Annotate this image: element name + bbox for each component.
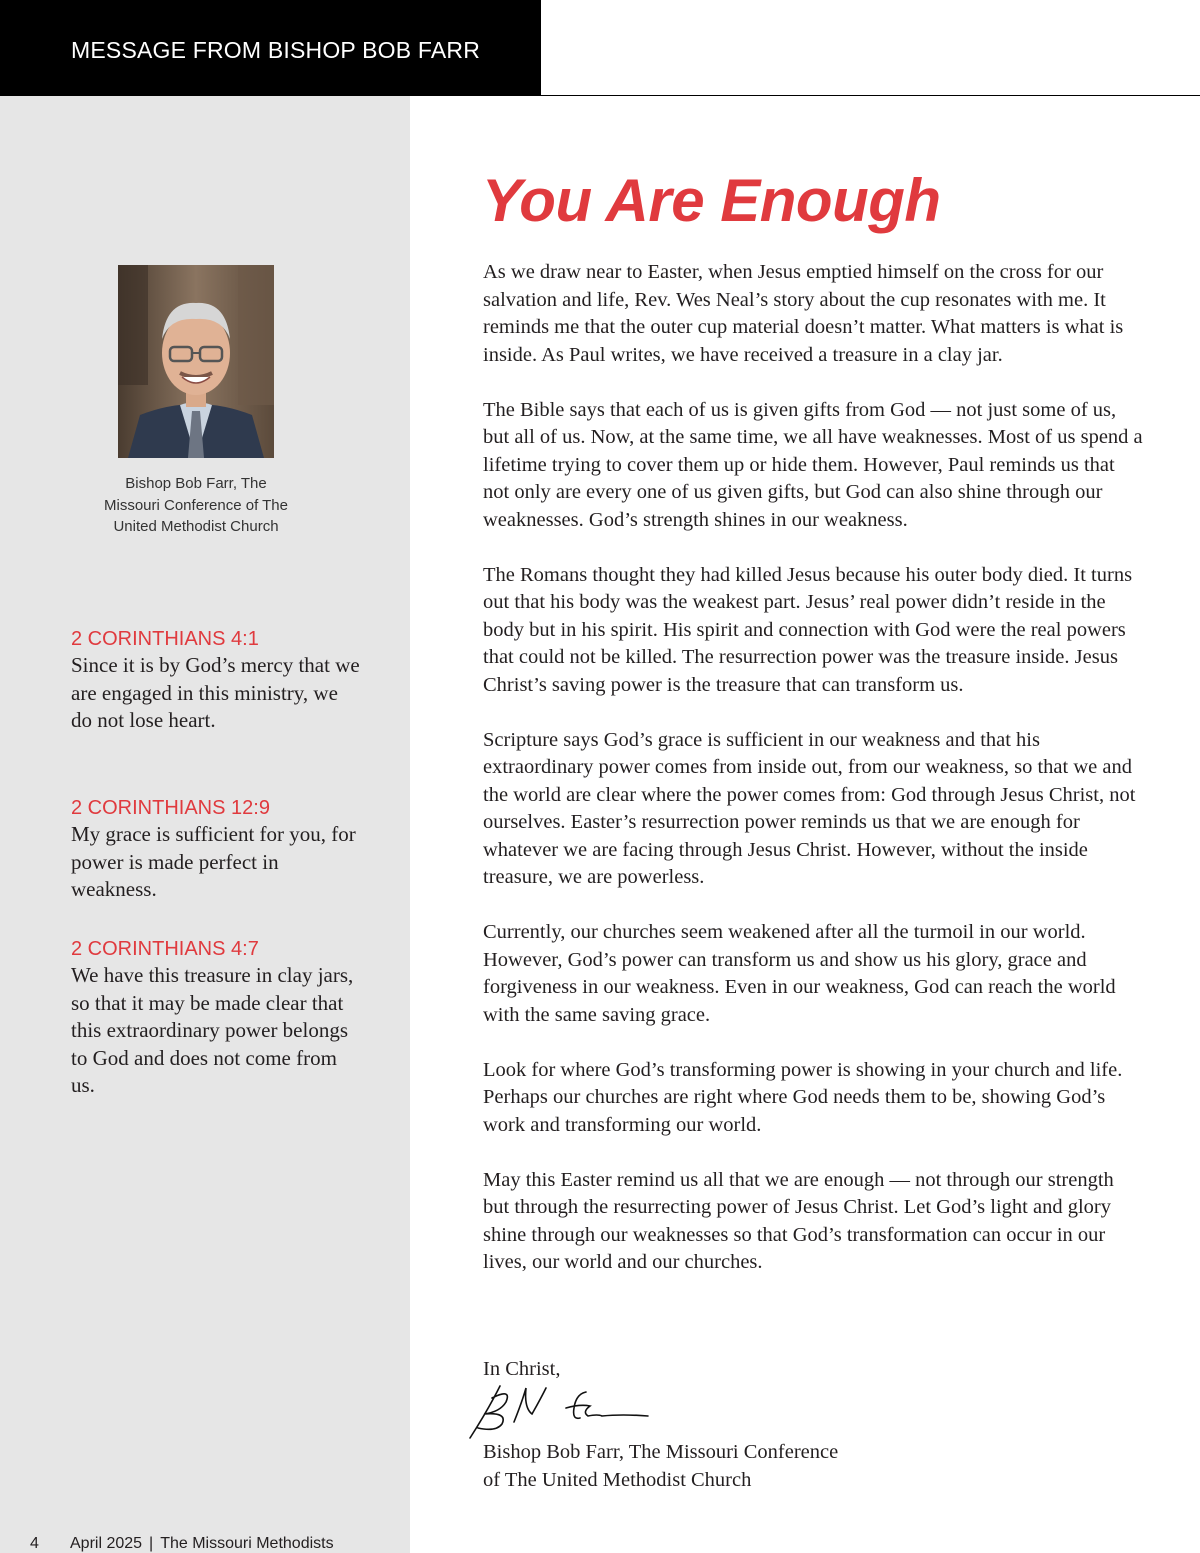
page-number: 4 bbox=[30, 1535, 39, 1552]
section-label: MESSAGE FROM BISHOP BOB FARR bbox=[71, 37, 481, 63]
verse-reference: 2 CORINTHIANS 4:7 bbox=[71, 938, 259, 960]
signature-line: Bishop Bob Farr, The Missouri Conference bbox=[483, 1441, 839, 1463]
footer-separator: | bbox=[149, 1535, 154, 1552]
issue-date: April 2025 bbox=[70, 1535, 143, 1552]
body-paragraph: Look for where God’s transforming power is showing in your church and life. Perhaps our churches are right where God needs them to be, showing God’s work and transforming our world. bbox=[483, 1058, 1123, 1136]
body-paragraph: The Bible says that each of us is given gifts from God — not just some of us, but all of us. Now, at the same time, we all have weaknesses. Most of us spend a lifetime trying to cover them up or hide them. However, Paul reminds us that not only are every one of us given gifts, but God can also shine through our weaknesses. God’s strength shines in our weakness. bbox=[483, 398, 1143, 531]
bishop-portrait-photo bbox=[118, 265, 274, 458]
verse-block bbox=[71, 626, 361, 735]
verse-text: We have this treasure in clay jars, so that it may be made clear that this extraordinary power belongs to God and does not come from us. bbox=[71, 963, 354, 1097]
signature-name bbox=[483, 1439, 838, 1494]
section-header bbox=[0, 0, 541, 96]
header-rule bbox=[541, 95, 1200, 96]
body-paragraph: As we draw near to Easter, when Jesus emptied himself on the cross for our salvation and life, Rev. Wes Neal’s story about the cup resonates with me. It reminds me that the outer cup material doesn’t matter. What matters is what is inside. As Paul writes, we have received a treasure in a clay jar. bbox=[483, 261, 1124, 366]
page-footer bbox=[30, 1535, 334, 1553]
verse-reference: 2 CORINTHIANS 4:1 bbox=[71, 628, 259, 650]
closing-salutation: In Christ, bbox=[483, 1358, 561, 1380]
body-paragraph: The Romans thought they had killed Jesus because his outer body died. It turns out that his body was the weakest part. Jesus’ real power didn’t reside in the body but in his spirit. His spirit and connection with God were the real powers that could not be killed. The resurrection power was the treasure inside. Jesus Christ’s saving power is the treasure that can transform us. bbox=[483, 563, 1133, 696]
publication-name: The Missouri Methodists bbox=[160, 1535, 334, 1552]
article-title: You Are Enough bbox=[482, 167, 941, 234]
verse-text: Since it is by God’s mercy that we are engaged in this ministry, we do not lose heart. bbox=[71, 653, 360, 732]
signature-line: of The United Methodist Church bbox=[483, 1468, 752, 1491]
article-body bbox=[483, 259, 1143, 1304]
body-paragraph: Scripture says God’s grace is sufficient in our weakness and that his extraordinary power comes from inside out, from our weakness, so that we and the world are clear where the power comes from: God through Jesus Christ, not ourselves. Easter’s resurrection power reminds us that we are enough for whatever we are facing through Jesus Christ. However, without the inside treasure, we are powerless. bbox=[483, 728, 1136, 888]
verse-reference: 2 CORINTHIANS 12:9 bbox=[71, 797, 270, 819]
photo-caption: Bishop Bob Farr, The Missouri Conference of The United Methodist Church bbox=[104, 475, 288, 536]
verse-text: My grace is sufficient for you, for power is made perfect in weakness. bbox=[71, 822, 356, 901]
verse-block bbox=[71, 795, 361, 904]
body-paragraph: Currently, our churches seem weakened after all the turmoil in our world. However, God’s power can transform us and show us his glory, grace and forgiveness in our weakness. Even in our weakness, God can reach the world with the same saving grace. bbox=[483, 921, 1116, 1026]
handwritten-signature bbox=[462, 1378, 657, 1444]
body-paragraph: May this Easter remind us all that we are enough — not through our strength but through the resurrecting power of Jesus Christ. Let God’s light and glory shine through our weaknesses so that God’s transformation can occur in our lives, our world and our churches. bbox=[483, 1168, 1114, 1273]
verse-block bbox=[71, 936, 361, 1100]
